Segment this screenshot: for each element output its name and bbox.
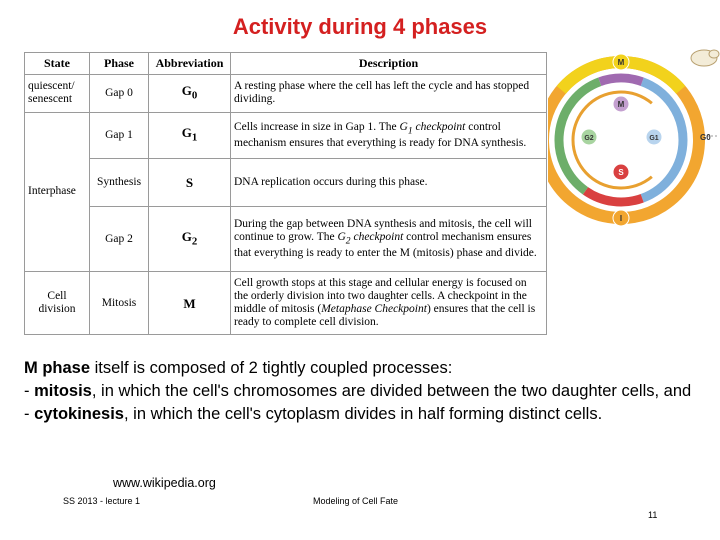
i-text: I: [619, 214, 623, 223]
state-cell: Cell division: [25, 272, 90, 335]
label-inner-m: [613, 96, 629, 112]
inner-m-text: M: [617, 100, 625, 109]
description-cell: Cell growth stops at this stage and cellular energy is focused on the orderly division into two daughter cells. A checkpoint in the middle of mitosis (Metaphase Checkpoint) ensures that the cell is ready to complete cell division.: [231, 272, 547, 335]
abbr-cell: M: [149, 272, 231, 335]
label-s: [613, 164, 629, 180]
abbr-cell: S: [149, 158, 231, 206]
g1-text: G1: [649, 135, 659, 142]
footer-left: SS 2013 - lecture 1: [63, 496, 141, 506]
body-text: [24, 357, 704, 426]
table-row: [25, 112, 547, 158]
abbr-cell: $G_1$: [149, 112, 231, 158]
label-outer-m: [613, 54, 629, 70]
outer-m-text: M: [617, 58, 625, 67]
phase-cell: Gap 0: [90, 75, 149, 113]
cytokinesis-bold: cytokinesis: [34, 405, 124, 423]
header-phase: Phase: [90, 53, 149, 75]
ring-group: [548, 62, 717, 218]
body-span: -: [24, 405, 35, 423]
table-row: [25, 207, 547, 272]
phase-cell: Gap 2: [90, 207, 149, 272]
state-cell: quiescent/ senescent: [25, 75, 90, 113]
body-line: [24, 357, 704, 380]
g2-text: G2: [584, 135, 594, 142]
cell-sketch-icon: [691, 50, 719, 66]
header-description: Description: [231, 53, 547, 75]
body-span: -: [24, 382, 35, 400]
phase-cell: Gap 1: [90, 112, 149, 158]
phase-cell: Synthesis: [90, 158, 149, 206]
table-row: [25, 158, 547, 206]
cell-cycle-table: [24, 52, 547, 335]
abbr-cell: $G_2$: [149, 207, 231, 272]
phase-cell: Mitosis: [90, 272, 149, 335]
s-text: S: [618, 168, 624, 177]
footer-center: Modeling of Cell Fate: [313, 496, 399, 506]
body-span: , in which the cell's cytoplasm divides in half forming distinct cells.: [123, 405, 603, 423]
table-header-row: [25, 53, 547, 75]
description-cell: Cells increase in size in Gap 1. The $G_1$ checkpoint control mechanism ensures that everything is ready for DNA synthesis.: [231, 112, 547, 158]
description-cell: A resting phase where the cell has left the cycle and has stopped dividing.: [231, 75, 547, 113]
label-g2: [581, 129, 597, 145]
label-g1: [646, 129, 662, 145]
table-row: [25, 75, 547, 113]
header-state: State: [25, 53, 90, 75]
header-abbreviation: Abbreviation: [149, 53, 231, 75]
page-number: 11: [648, 510, 658, 520]
s-arc: [585, 191, 642, 202]
mitosis-bold: mitosis: [34, 382, 92, 400]
body-span: itself is composed of 2 tightly coupled processes:: [90, 359, 453, 377]
body-span: , in which the cell's chromosomes are divided between the two daughter cells, and: [91, 382, 692, 400]
slide-title: Activity during 4 phases: [232, 14, 488, 39]
inner-m-arc: [600, 78, 642, 82]
description-cell: During the gap between DNA synthesis and mitosis, the cell will continue to grow. The $G_2$ checkpoint control mechanism ensures that everything is ready to enter the M (mitosis) phase and divide.: [231, 207, 547, 272]
abbr-cell: $G_0$: [149, 75, 231, 113]
body-line: [24, 380, 704, 403]
state-cell-interphase: Interphase: [25, 112, 90, 271]
table-row: [25, 272, 547, 335]
cell-cycle-diagram: [548, 46, 720, 242]
g0-text: G0: [700, 133, 711, 142]
m-phase-bold: M phase: [24, 359, 91, 377]
body-line: [24, 403, 704, 426]
label-i: [613, 210, 629, 226]
description-cell: DNA replication occurs during this phase.: [231, 158, 547, 206]
source-link[interactable]: www.wikipedia.org: [113, 476, 216, 490]
